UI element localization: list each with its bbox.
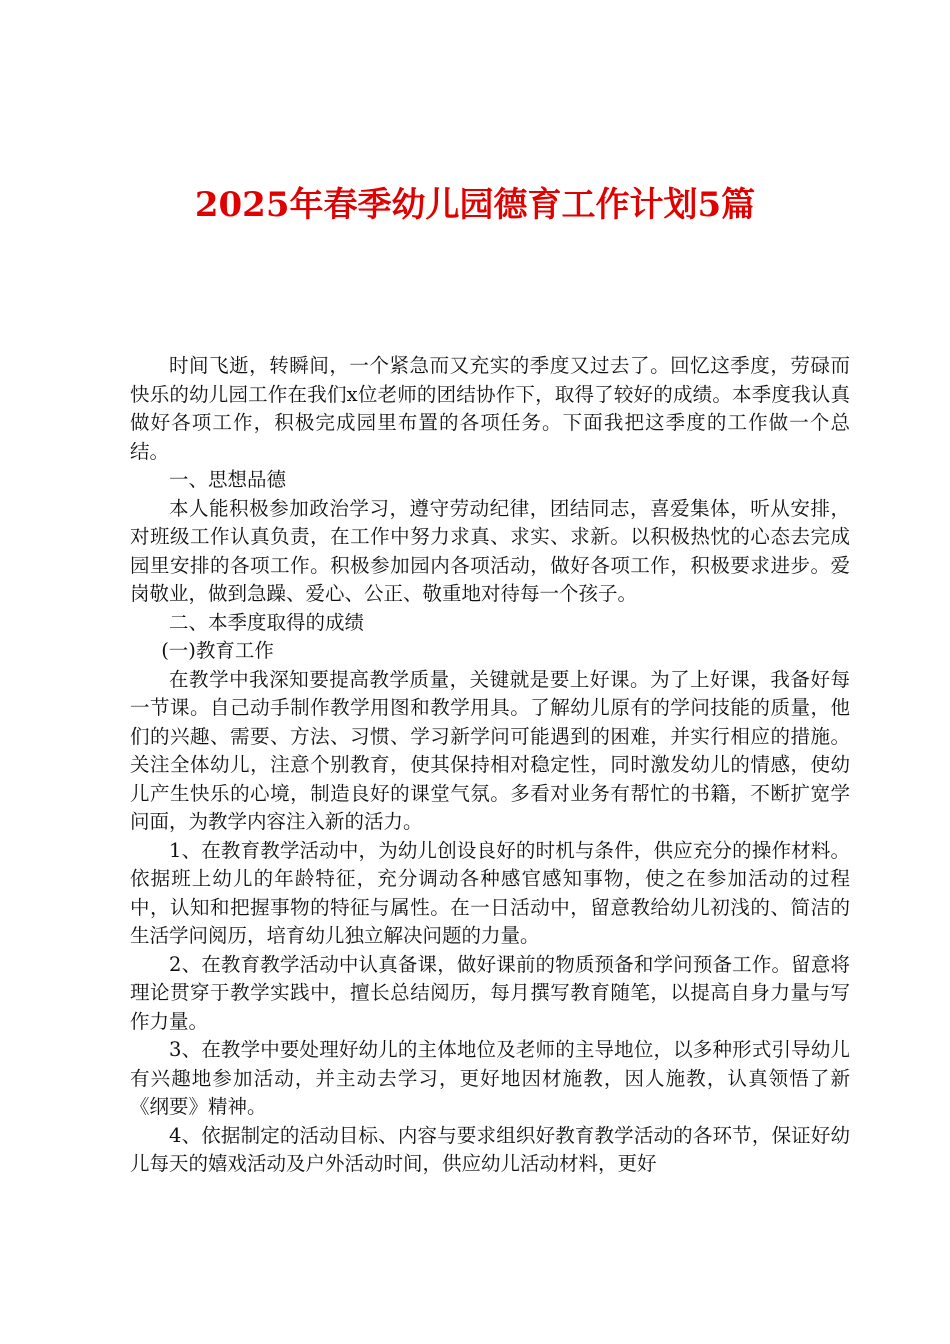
paragraph-intro: 时间飞逝，转瞬间，一个紧急而又充实的季度又过去了。回忆这季度，劳碌而快乐的幼儿园工作在我们x位老师的团结协作下，取得了较好的成绩。本季度我认真做好各项工作，积极完成园里布置的各项任务。下面我把这季度的工作做一个总结。 xyxy=(130,354,850,463)
paragraph-education-work: 在教学中我深知要提高教学质量，关键就是要上好课。为了上好课，我备好每一节课。自己动手制作教学用图和教学用具。了解幼儿原有的学问技能的质量，他们的兴趣、需要、方法、习惯、学习新学问可能遇到的困难，并实行相应的措施。关注全体幼儿，注意个别教育，使其保持相对稳定性，同时激发幼儿的情感，使幼儿产生快乐的心境，制造良好的课堂气氛。多看对业务有帮忙的书籍，不断扩宽学问面，为教学内容注入新的活力。 xyxy=(130,667,850,833)
paragraph-ideology: 本人能积极参加政治学习，遵守劳动纪律，团结同志，喜爱集体，听从安排，对班级工作认真负责，在工作中努力求真、求实、求新。以积极热忱的心态去完成园里安排的各项工作。积极参加园内各项活动，做好各项工作，积极要求进步。爱岗敬业，做到急躁、爱心、公正、敬重地对待每一个孩子。 xyxy=(130,496,850,605)
list-item-3: 3、在教学中要处理好幼儿的主体地位及老师的主导地位，以多种形式引导幼儿有兴趣地参加活动，并主动去学习，更好地因材施教，因人施教，认真领悟了新《纲要》精神。 xyxy=(130,1038,850,1118)
document-title: 2025年春季幼儿园德育工作计划5篇 xyxy=(194,185,756,225)
list-item-2: 2、在教育教学活动中认真备课，做好课前的物质预备和学问预备工作。留意将理论贯穿于教学实践中，擅长总结阅历，每月撰写教育随笔，以提高自身力量与写作力量。 xyxy=(130,952,850,1033)
heading-education-work: (一)教育工作 xyxy=(161,639,274,662)
heading-achievements: 二、本季度取得的成绩 xyxy=(169,610,365,634)
heading-ideology: 一、思想品德 xyxy=(169,468,287,491)
document-body xyxy=(130,352,850,1179)
list-item-4: 4、依据制定的活动目标、内容与要求组织好教育教学活动的各环节，保证好幼儿每天的嬉戏活动及户外活动时间，供应幼儿活动材料，更好 xyxy=(130,1123,850,1175)
list-item-1: 1、在教育教学活动中，为幼儿创设良好的时机与条件，供应充分的操作材料。依据班上幼儿的年龄特征，充分调动各种感官感知事物，使之在参加活动的过程中，认知和把握事物的特征与属性。在一日活动中，留意教给幼儿初浅的、简洁的生活学问阅历，培育幼儿独立解决问题的力量。 xyxy=(130,838,850,947)
